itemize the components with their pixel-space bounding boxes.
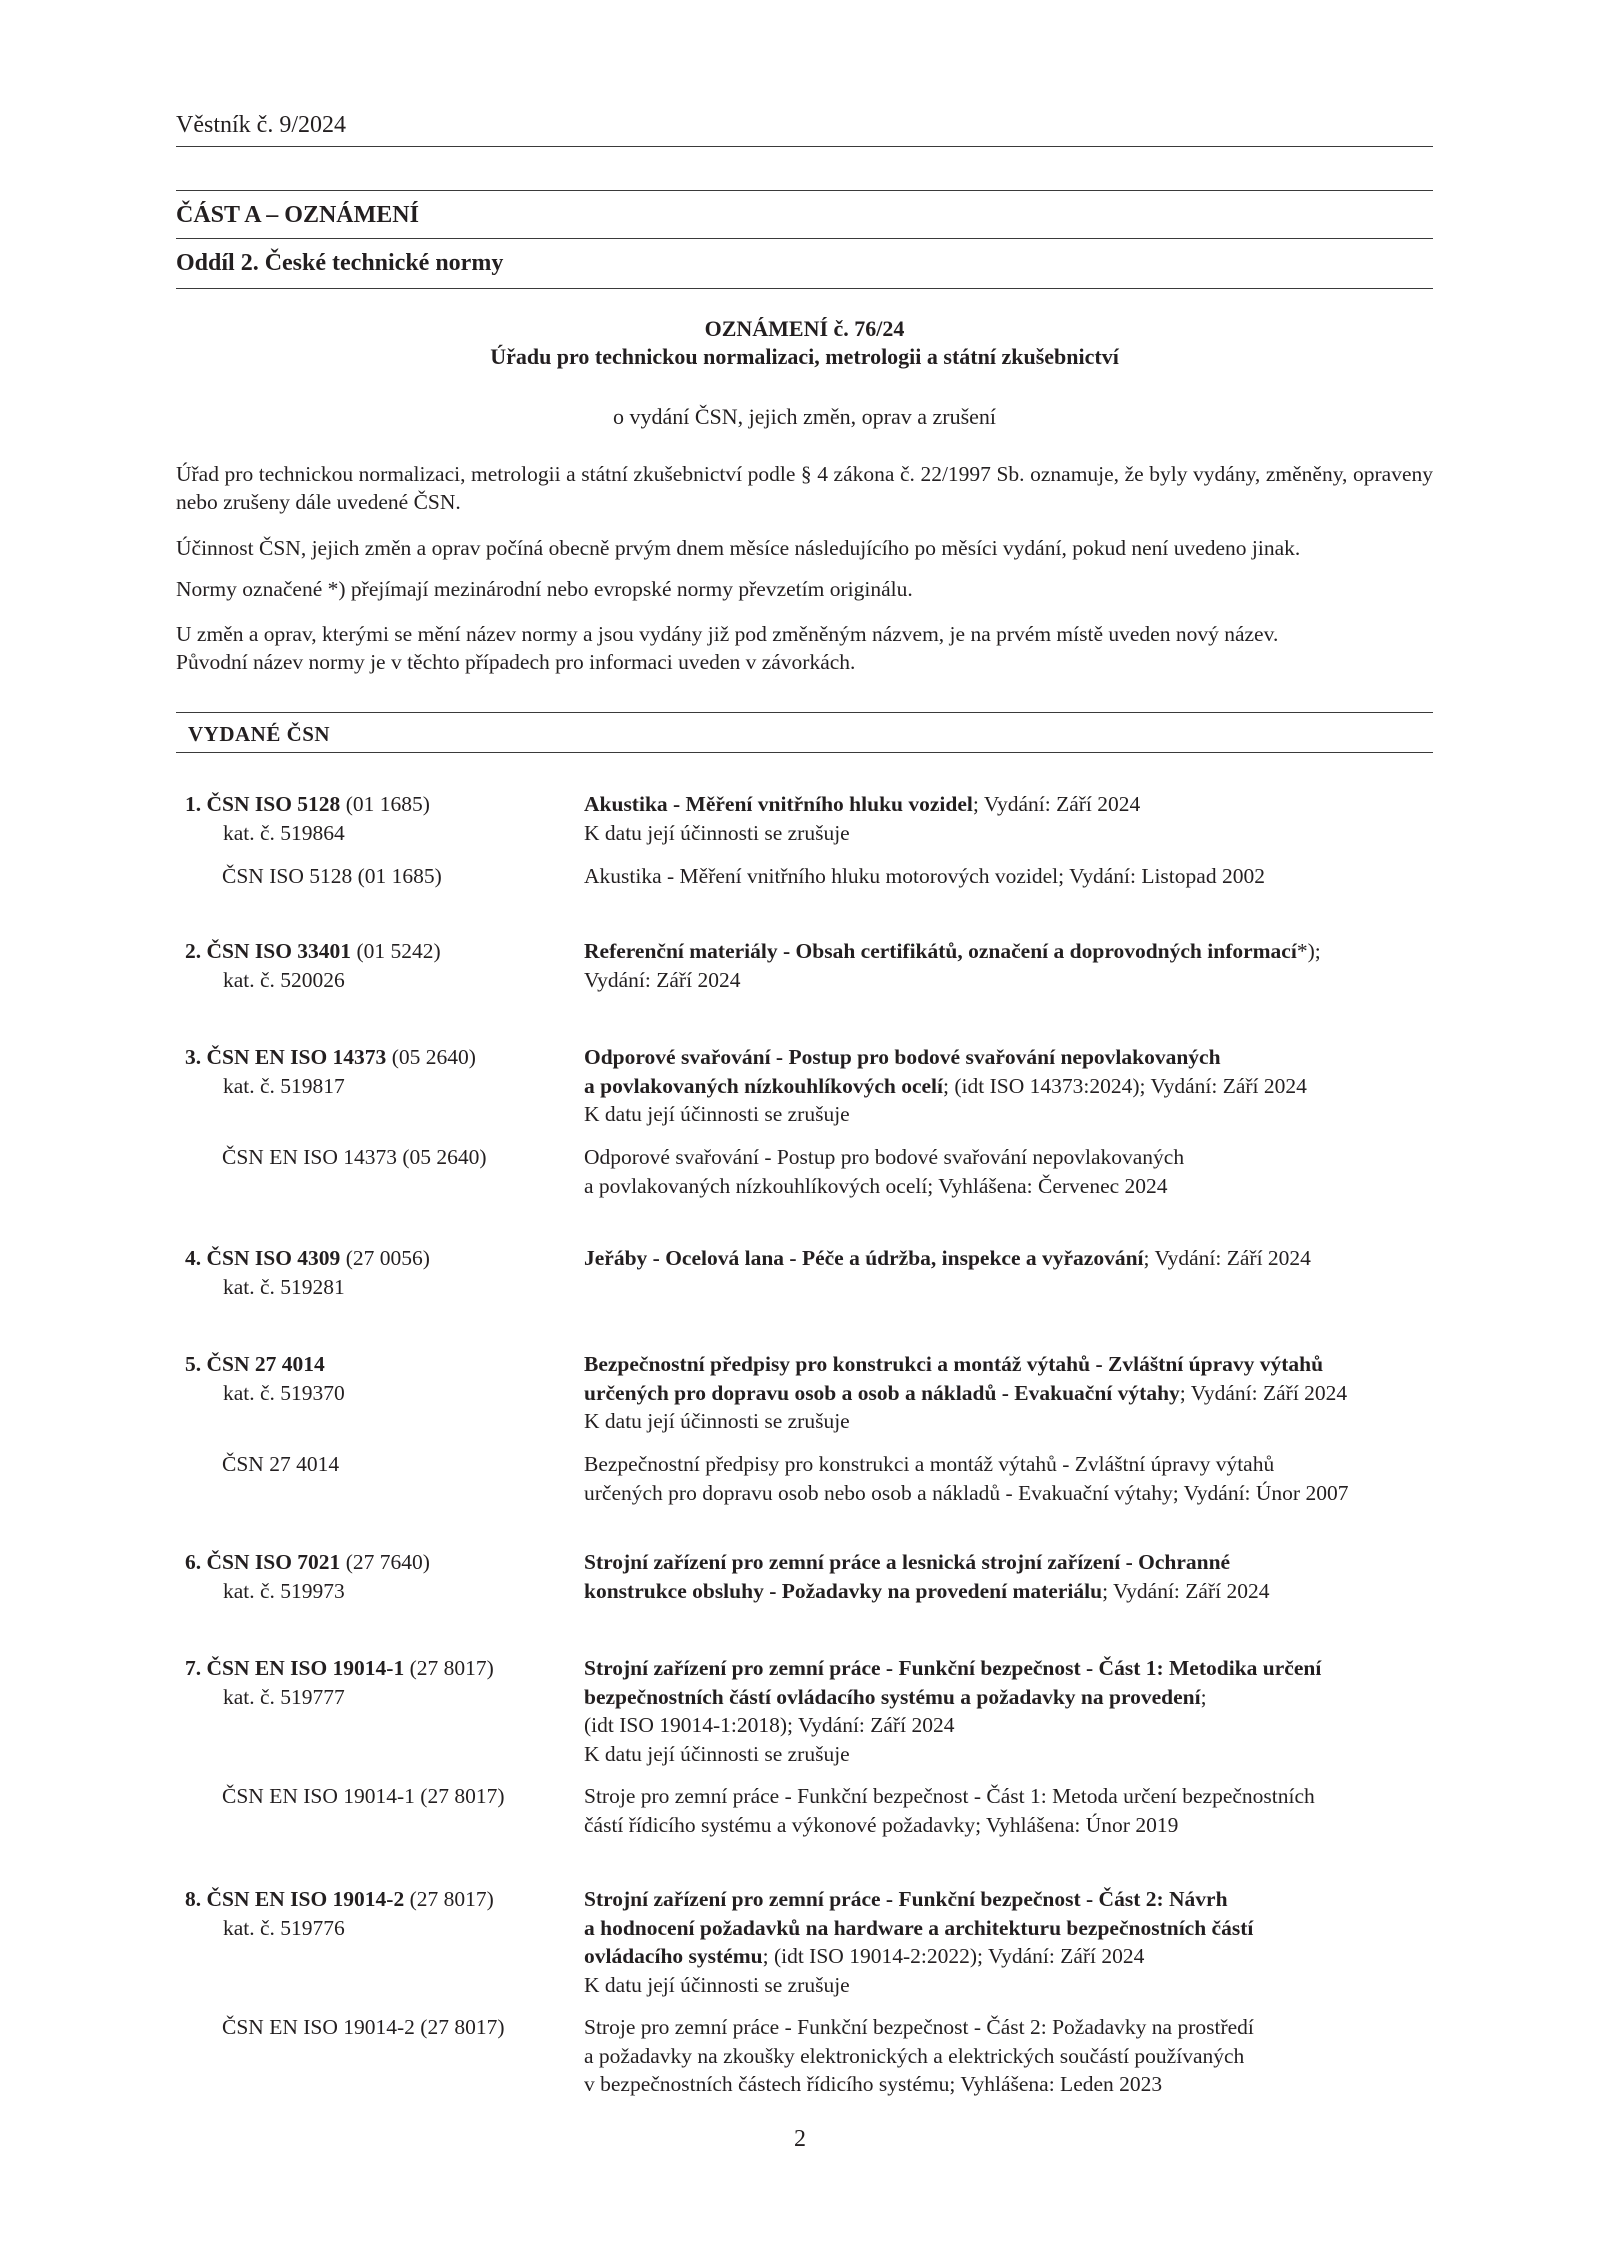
withdrawn-title-line: Stroje pro zemní práce - Funkční bezpečnost - Část 1: Metoda určení bezpečnostních xyxy=(584,1784,1315,1808)
title-line xyxy=(584,1942,1444,1971)
standard-title: Akustika - Měření vnitřního hluku vozidel xyxy=(584,792,973,816)
entry-title-block xyxy=(584,1043,1444,1129)
title-line xyxy=(584,1885,1444,1914)
standard-number: 2. ČSN ISO 33401 xyxy=(185,939,352,963)
withdrawn-title-line: Akustika - Měření vnitřního hluku motorových vozidel; Vydání: Listopad 2002 xyxy=(584,864,1265,888)
adoption-paragraph: Normy označené *) přejímají mezinárodní nebo evropské normy převzetím originálu. xyxy=(176,577,913,601)
classification-code: (01 5242) xyxy=(351,939,441,963)
standard-number: 1. ČSN ISO 5128 xyxy=(185,792,341,816)
classification-code: (27 7640) xyxy=(340,1550,430,1574)
issued-rule-bottom xyxy=(176,752,1433,753)
catalog-number: kat. č. 519370 xyxy=(223,1380,345,1405)
entry-note: K datu její účinnosti se zrušuje xyxy=(584,1409,850,1433)
section-rule-top xyxy=(176,190,1433,191)
page-number: 2 xyxy=(794,2126,806,2152)
standard-title: určených pro dopravu osob a osob a nákladů - Evakuační výtahy xyxy=(584,1380,1180,1405)
withdrawn-standard-title xyxy=(584,2013,1444,2099)
title-line xyxy=(584,1683,1444,1712)
entry-id-line xyxy=(185,790,430,819)
withdrawn-standard-title xyxy=(584,1782,1444,1839)
standard-title: ovládacího systému xyxy=(584,1944,763,1968)
standard-title: Strojní zařízení pro zemní práce a lesnická strojní zařízení - Ochranné xyxy=(584,1550,1231,1574)
issue-info: *); xyxy=(1296,939,1321,963)
issue-info: ; Vydání: Září 2024 xyxy=(1179,1380,1348,1405)
entry-id-line xyxy=(185,1244,430,1273)
entry-identifier xyxy=(185,1548,430,1605)
entry-id-line xyxy=(185,1885,494,1914)
title-line xyxy=(584,1379,1444,1408)
standard-title: a hodnocení požadavků na hardware a architekturu bezpečnostních částí xyxy=(584,1915,1254,1940)
issued-heading: VYDANÉ ČSN xyxy=(188,722,331,746)
entry-note: K datu její účinnosti se zrušuje xyxy=(584,1102,850,1126)
entry-note: (idt ISO 19014-1:2018); Vydání: Září 2024 xyxy=(584,1713,955,1737)
catalog-number: kat. č. 519864 xyxy=(223,820,345,845)
entry-title-block xyxy=(584,1654,1444,1768)
withdrawn-title-line: určených pro dopravu osob nebo osob a nákladů - Evakuační výtahy; Vydání: Únor 2007 xyxy=(584,1480,1349,1505)
classification-code: (27 0056) xyxy=(340,1246,430,1270)
standard-title: Strojní zařízení pro zemní práce - Funkční bezpečnost - Část 1: Metodika určení xyxy=(584,1656,1322,1680)
withdrawn-title-line: částí řídicího systému a výkonové požadavky; Vyhlášena: Únor 2019 xyxy=(584,1812,1179,1837)
standard-number: 4. ČSN ISO 4309 xyxy=(185,1246,341,1270)
title-line xyxy=(584,1914,1444,1943)
entry-id-line xyxy=(185,1350,345,1379)
withdrawn-standard-title xyxy=(584,1450,1444,1507)
entry-identifier xyxy=(185,937,441,994)
withdrawn-standard-id: ČSN ISO 5128 (01 1685) xyxy=(222,864,442,888)
classification-code: (27 8017) xyxy=(404,1887,494,1911)
withdrawn-standard-title xyxy=(584,862,1444,891)
announcement-title: OZNÁMENÍ č. 76/24 xyxy=(704,316,905,341)
entry-title-block xyxy=(584,937,1444,994)
withdrawn-standard-id: ČSN EN ISO 14373 (05 2640) xyxy=(222,1145,487,1169)
name-change-line: U změn a oprav, kterými se mění název normy a jsou vydány již pod změněným názvem, je na prvém místě uveden nový název. xyxy=(176,622,1279,646)
effectiveness-paragraph: Účinnost ČSN, jejich změn a oprav počíná obecně prvým dnem měsíce následujícího po měsíci vydání, pokud není uvedeno jinak. xyxy=(176,536,1301,560)
standard-title: konstrukce obsluhy - Požadavky na provedení materiálu xyxy=(584,1578,1103,1603)
entry-note: K datu její účinnosti se zrušuje xyxy=(584,1972,850,1997)
title-line xyxy=(584,790,1444,819)
withdrawn-title-line: Odporové svařování - Postup pro bodové svařování nepovlakovaných xyxy=(584,1145,1185,1169)
entry-id-line xyxy=(185,1654,494,1683)
standard-title: Strojní zařízení pro zemní práce - Funkční bezpečnost - Část 2: Návrh xyxy=(584,1887,1228,1911)
entry-id-line xyxy=(185,1043,476,1072)
name-change-paragraph xyxy=(176,620,1433,676)
title-line xyxy=(584,1654,1444,1683)
entry-title-block xyxy=(584,1350,1444,1436)
running-header: Věstník č. 9/2024 xyxy=(176,112,346,138)
issue-info: ; Vydání: Září 2024 xyxy=(1143,1246,1311,1270)
issue-info: ; xyxy=(1200,1684,1207,1709)
entry-identifier xyxy=(185,1885,494,1942)
entry-identifier xyxy=(185,1244,430,1301)
catalog-number: kat. č. 519281 xyxy=(223,1274,345,1299)
withdrawn-title-line: a povlakovaných nízkouhlíkových ocelí; Vyhlášena: Červenec 2024 xyxy=(584,1173,1168,1198)
classification-code: (27 8017) xyxy=(404,1656,494,1680)
title-line xyxy=(584,1548,1444,1577)
standard-number: 8. ČSN EN ISO 19014-2 xyxy=(185,1887,405,1911)
withdrawn-standard-id: ČSN 27 4014 xyxy=(222,1452,340,1476)
withdrawn-standard-id: ČSN EN ISO 19014-1 (27 8017) xyxy=(222,1784,505,1808)
catalog-number: kat. č. 519817 xyxy=(223,1073,345,1098)
withdrawn-title-line: Bezpečnostní předpisy pro konstrukci a montáž výtahů - Zvláštní úpravy výtahů xyxy=(584,1452,1275,1476)
standard-title: bezpečnostních částí ovládacího systému a požadavky na provedení xyxy=(584,1684,1201,1709)
catalog-number: kat. č. 519777 xyxy=(223,1684,345,1709)
catalog-number: kat. č. 519776 xyxy=(223,1915,345,1940)
entry-identifier xyxy=(185,790,430,847)
entry-title-block xyxy=(584,1548,1444,1605)
withdrawn-title-line: a požadavky na zkoušky elektronických a elektrických součástí používaných xyxy=(584,2043,1245,2068)
withdrawn-standard-title xyxy=(584,1143,1444,1200)
issue-info: ; Vydání: Září 2024 xyxy=(972,792,1141,816)
standard-title: a povlakovaných nízkouhlíkových ocelí xyxy=(584,1073,944,1098)
standard-number: 6. ČSN ISO 7021 xyxy=(185,1550,341,1574)
announcement-authority: Úřadu pro technickou normalizaci, metrologii a státní zkušebnictví xyxy=(490,344,1119,369)
entry-title-block xyxy=(584,1244,1444,1273)
withdrawn-standard-id: ČSN EN ISO 19014-2 (27 8017) xyxy=(222,2015,505,2039)
standard-title: Odporové svařování - Postup pro bodové svařování nepovlakovaných xyxy=(584,1045,1221,1069)
title-line xyxy=(584,937,1444,966)
standard-title: Bezpečnostní předpisy pro konstrukci a montáž výtahů - Zvláštní úpravy výtahů xyxy=(584,1352,1324,1376)
withdrawn-title-line: Stroje pro zemní práce - Funkční bezpečnost - Část 2: Požadavky na prostředí xyxy=(584,2015,1254,2039)
withdrawn-title-line: v bezpečnostních částech řídicího systému; Vyhlášena: Leden 2023 xyxy=(584,2072,1163,2096)
entry-identifier xyxy=(185,1654,494,1711)
part-heading: ČÁST A – OZNÁMENÍ xyxy=(176,202,419,228)
entry-note: Vydání: Září 2024 xyxy=(584,967,741,992)
issue-info: ; Vydání: Září 2024 xyxy=(1102,1578,1270,1603)
issue-info: ; (idt ISO 14373:2024); Vydání: Září 2024 xyxy=(943,1073,1307,1098)
title-line xyxy=(584,1072,1444,1101)
standard-number: 7. ČSN EN ISO 19014-1 xyxy=(185,1656,405,1680)
header-rule xyxy=(176,146,1433,147)
classification-code: (01 1685) xyxy=(340,792,430,816)
standard-number: 5. ČSN 27 4014 xyxy=(185,1352,325,1376)
issued-rule-top xyxy=(176,712,1433,713)
entry-title-block xyxy=(584,790,1444,847)
title-line xyxy=(584,1350,1444,1379)
classification-code: (05 2640) xyxy=(386,1045,476,1069)
issue-info: ; (idt ISO 19014-2:2022); Vydání: Září 2024 xyxy=(762,1944,1145,1968)
announcement-subject: o vydání ČSN, jejich změn, oprav a zrušení xyxy=(612,404,997,429)
standard-number: 3. ČSN EN ISO 14373 xyxy=(185,1045,387,1069)
name-change-line: Původní název normy je v těchto případech pro informaci uveden v závorkách. xyxy=(176,650,856,674)
division-heading: Oddíl 2. České technické normy xyxy=(176,250,504,276)
catalog-number: kat. č. 520026 xyxy=(223,967,345,992)
section-rule-bottom xyxy=(176,288,1433,289)
title-line xyxy=(584,1244,1444,1273)
standard-title: Referenční materiály - Obsah certifikátů, označení a doprovodných informací xyxy=(584,939,1297,963)
entry-identifier xyxy=(185,1043,476,1100)
entry-title-block xyxy=(584,1885,1444,1999)
entry-id-line xyxy=(185,1548,430,1577)
entry-id-line xyxy=(185,937,441,966)
catalog-number: kat. č. 519973 xyxy=(223,1578,345,1603)
title-line xyxy=(584,1577,1444,1606)
section-rule-middle xyxy=(176,238,1433,239)
standard-title: Jeřáby - Ocelová lana - Péče a údržba, inspekce a vyřazování xyxy=(584,1246,1144,1270)
entry-identifier xyxy=(185,1350,345,1407)
entry-note: K datu její účinnosti se zrušuje xyxy=(584,820,850,845)
intro-paragraph: Úřad pro technickou normalizaci, metrologii a státní zkušebnictví podle § 4 zákona č. 22/1997 Sb. oznamuje, že byly vydány, změněny, opraveny nebo zrušeny dále uvedené ČSN. xyxy=(176,462,1433,514)
entry-note: K datu její účinnosti se zrušuje xyxy=(584,1741,850,1766)
title-line xyxy=(584,1043,1444,1072)
